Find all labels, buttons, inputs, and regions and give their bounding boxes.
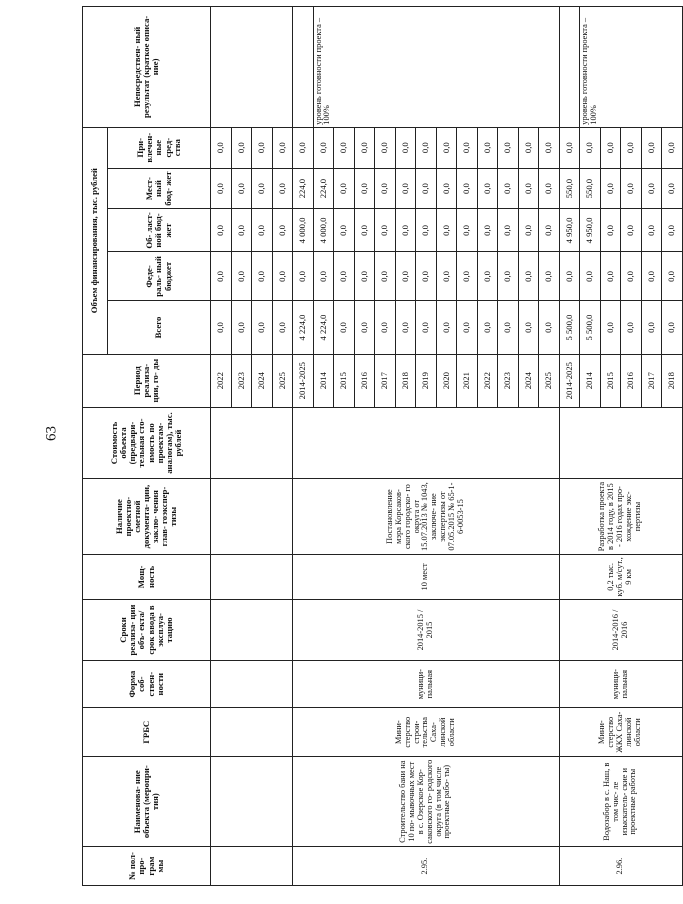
rotated-table-wrapper (82, 6, 677, 886)
federal-cell: 0,0 (539, 252, 560, 301)
header-design-docs: Наличие проектно- сметной документа- ции, заклю- чения глав- гоэкспер- тизы (83, 479, 211, 555)
federal-cell: 0,0 (375, 252, 396, 301)
federal-cell: 0,0 (498, 252, 519, 301)
attracted-cell: 0,0 (498, 127, 519, 168)
total-cell: 0,0 (272, 301, 293, 354)
period-cell: 2025 (539, 354, 560, 407)
header-regional: Об- ласт- ной бюд- жет (108, 209, 211, 252)
attracted-cell: 0,0 (539, 127, 560, 168)
header-cost: Стоимость объекта (предвари- тельная сто- имость по проектам- аналогам), тыс. рублей (83, 407, 211, 479)
local-cell: 0,0 (354, 168, 375, 209)
regional-cell: 0,0 (498, 209, 519, 252)
project-capacity-cell: 10 мест (293, 554, 560, 599)
table-row (293, 7, 314, 886)
attracted-cell: 0,0 (252, 127, 273, 168)
total-cell: 4 224,0 (313, 301, 334, 354)
local-cell: 0,0 (662, 168, 683, 209)
attracted-cell: 0,0 (293, 127, 314, 168)
period-cell: 2016 (354, 354, 375, 407)
federal-cell: 0,0 (211, 252, 232, 301)
period-cell: 2015 (334, 354, 355, 407)
attracted-cell: 0,0 (416, 127, 437, 168)
total-cell: 0,0 (252, 301, 273, 354)
local-cell: 0,0 (600, 168, 621, 209)
regional-cell: 0,0 (211, 209, 232, 252)
attracted-cell: 0,0 (457, 127, 478, 168)
local-cell: 0,0 (641, 168, 662, 209)
project-docs-cell: Постановление мэра Корсаков- ского городско- го округа от 15.07.2013 № 1043, заключе- ние экспертизы от 07.05.2015 № 65-1-6-0053-15 (293, 479, 560, 555)
regional-cell: 0,0 (252, 209, 273, 252)
local-cell: 550,0 (580, 168, 601, 209)
header-grbs: ГРБС (83, 708, 211, 757)
prev-project-cost-cell (211, 407, 293, 479)
local-cell: 0,0 (395, 168, 416, 209)
federal-cell: 0,0 (477, 252, 498, 301)
federal-cell: 0,0 (416, 252, 437, 301)
prev-project-result-cell (211, 7, 293, 128)
attracted-cell: 0,0 (621, 127, 642, 168)
local-cell: 0,0 (477, 168, 498, 209)
regional-cell: 0,0 (457, 209, 478, 252)
federal-cell: 0,0 (580, 252, 601, 301)
total-cell: 0,0 (600, 301, 621, 354)
header-total: Всего (108, 301, 211, 354)
attracted-cell: 0,0 (272, 127, 293, 168)
attracted-cell: 0,0 (600, 127, 621, 168)
attracted-cell: 0,0 (518, 127, 539, 168)
period-cell: 2017 (641, 354, 662, 407)
project-name-cell: Водозабор в с. Наш, в том чис- ле изыскатель- ские и проектные работы (559, 757, 682, 847)
attracted-cell: 0,0 (231, 127, 252, 168)
total-cell: 0,0 (621, 301, 642, 354)
federal-cell: 0,0 (457, 252, 478, 301)
local-cell: 0,0 (272, 168, 293, 209)
regional-cell: 4 950,0 (580, 209, 601, 252)
project-name-cell: Строительство бани на 10 по- мывочных мест в с. Озерское Кор- саковского го- родского округа (в том числе проектные рабо- ты) (293, 757, 560, 847)
empty-result-cell (559, 7, 580, 128)
attracted-cell: 0,0 (477, 127, 498, 168)
period-cell: 2014 (313, 354, 334, 407)
local-cell: 550,0 (559, 168, 580, 209)
period-cell: 2014 (580, 354, 601, 407)
federal-cell: 0,0 (518, 252, 539, 301)
local-cell: 0,0 (231, 168, 252, 209)
financing-table (82, 6, 683, 886)
project-cost-cell (293, 407, 560, 479)
federal-cell: 0,0 (621, 252, 642, 301)
period-cell: 2016 (621, 354, 642, 407)
federal-cell: 0,0 (334, 252, 355, 301)
local-cell: 224,0 (313, 168, 334, 209)
project-ownership-cell: муници- пальная (559, 661, 682, 708)
period-cell: 2023 (498, 354, 519, 407)
projects-body (293, 7, 683, 886)
project-cost-cell (559, 407, 682, 479)
project-docs-cell: Разработка проекта в 2014 году, в 2015 - 2016 годах про- хождение экс- пертизы (559, 479, 682, 555)
local-cell: 0,0 (252, 168, 273, 209)
period-cell: 2020 (436, 354, 457, 407)
regional-cell: 4 950,0 (559, 209, 580, 252)
period-cell: 2018 (662, 354, 683, 407)
header-attracted: При- влечен- ные сред- ства (108, 127, 211, 168)
period-cell: 2024 (252, 354, 273, 407)
period-cell: 2023 (231, 354, 252, 407)
period-cell: 2021 (457, 354, 478, 407)
federal-cell: 0,0 (272, 252, 293, 301)
regional-cell: 0,0 (231, 209, 252, 252)
attracted-cell: 0,0 (395, 127, 416, 168)
regional-cell: 0,0 (272, 209, 293, 252)
regional-cell: 0,0 (621, 209, 642, 252)
local-cell: 0,0 (334, 168, 355, 209)
total-cell: 0,0 (354, 301, 375, 354)
local-cell: 0,0 (518, 168, 539, 209)
header-local: Мест- ный бюд- жет (108, 168, 211, 209)
period-cell: 2022 (211, 354, 232, 407)
regional-cell: 0,0 (395, 209, 416, 252)
period-cell: 2015 (600, 354, 621, 407)
period-cell: 2017 (375, 354, 396, 407)
total-cell: 0,0 (539, 301, 560, 354)
header-federal: Феде- раль- ный бюджет (108, 252, 211, 301)
regional-cell: 0,0 (641, 209, 662, 252)
project-grbs-cell: Мини- стерство ЖКХ Саха- линской области (559, 708, 682, 757)
header-capacity: Мощ- ность (83, 554, 211, 599)
project-result-cell: уровень готовности проекта – 100% (580, 7, 683, 128)
project-grbs-cell: Мини- стерство строи- тельства Саха- линской области (293, 708, 560, 757)
federal-cell: 0,0 (252, 252, 273, 301)
regional-cell: 4 000,0 (313, 209, 334, 252)
header-name: Наименова- ние объекта (меропри- тия) (83, 757, 211, 847)
header-period: Период реализа- ции, го- ды (83, 354, 211, 407)
project-num-cell: 2.95. (293, 847, 560, 886)
empty-result-cell (293, 7, 314, 128)
total-cell: 5 500,0 (559, 301, 580, 354)
regional-cell: 0,0 (662, 209, 683, 252)
prev-project-grbs-cell (211, 708, 293, 757)
project-terms-cell: 2014-2016 / 2016 (559, 599, 682, 660)
attracted-cell: 0,0 (662, 127, 683, 168)
total-cell: 0,0 (375, 301, 396, 354)
table-row (211, 7, 232, 886)
total-cell: 0,0 (395, 301, 416, 354)
local-cell: 0,0 (539, 168, 560, 209)
prev-project-ownership-cell (211, 661, 293, 708)
total-cell: 0,0 (231, 301, 252, 354)
regional-cell: 0,0 (436, 209, 457, 252)
federal-cell: 0,0 (231, 252, 252, 301)
total-cell: 0,0 (334, 301, 355, 354)
attracted-cell: 0,0 (580, 127, 601, 168)
period-cell: 2022 (477, 354, 498, 407)
prev-project-capacity-cell (211, 554, 293, 599)
header-funding-group: Объем финансирования, тыс. рублей (83, 127, 108, 354)
attracted-cell: 0,0 (334, 127, 355, 168)
period-cell: 2014-2025 (559, 354, 580, 407)
attracted-cell: 0,0 (211, 127, 232, 168)
prev-project-terms-cell (211, 599, 293, 660)
total-cell: 0,0 (416, 301, 437, 354)
local-cell: 0,0 (498, 168, 519, 209)
project-result-cell: уровень готовности проекта – 100% (313, 7, 559, 128)
regional-cell: 4 000,0 (293, 209, 314, 252)
header-row-1 (83, 7, 108, 886)
regional-cell: 0,0 (600, 209, 621, 252)
regional-cell: 0,0 (375, 209, 396, 252)
attracted-cell: 0,0 (641, 127, 662, 168)
local-cell: 0,0 (621, 168, 642, 209)
total-cell: 4 224,0 (293, 301, 314, 354)
project-terms-cell: 2014-2015 / 2015 (293, 599, 560, 660)
prev-project-name-cell (211, 757, 293, 847)
federal-cell: 0,0 (600, 252, 621, 301)
period-cell: 2024 (518, 354, 539, 407)
period-cell: 2018 (395, 354, 416, 407)
total-cell: 0,0 (641, 301, 662, 354)
federal-cell: 0,0 (395, 252, 416, 301)
prev-project-docs-cell (211, 479, 293, 555)
federal-cell: 0,0 (293, 252, 314, 301)
project-ownership-cell: муници- пальная (293, 661, 560, 708)
table-row (559, 7, 580, 886)
header-result: Непосредствен- ный результат (краткое описа- ние) (83, 7, 211, 128)
regional-cell: 0,0 (477, 209, 498, 252)
total-cell: 0,0 (457, 301, 478, 354)
project-capacity-cell: 0,2 тыс. куб. м/сут., 9 км (559, 554, 682, 599)
header-terms: Сроки реализа- ции объ- екта/срок ввода в эксплуа- тацию (83, 599, 211, 660)
federal-cell: 0,0 (641, 252, 662, 301)
federal-cell: 0,0 (436, 252, 457, 301)
period-cell: 2014-2025 (293, 354, 314, 407)
regional-cell: 0,0 (416, 209, 437, 252)
period-cell: 2025 (272, 354, 293, 407)
federal-cell: 0,0 (662, 252, 683, 301)
local-cell: 0,0 (375, 168, 396, 209)
regional-cell: 0,0 (518, 209, 539, 252)
header-num: № пол- про- грам мы (83, 847, 211, 886)
local-cell: 224,0 (293, 168, 314, 209)
total-cell: 5 500,0 (580, 301, 601, 354)
local-cell: 0,0 (457, 168, 478, 209)
local-cell: 0,0 (436, 168, 457, 209)
total-cell: 0,0 (662, 301, 683, 354)
period-cell: 2019 (416, 354, 437, 407)
attracted-cell: 0,0 (559, 127, 580, 168)
total-cell: 0,0 (436, 301, 457, 354)
project-num-cell: 2.96. (559, 847, 682, 886)
attracted-cell: 0,0 (375, 127, 396, 168)
header-ownership: Форма соб- ствен- ности (83, 661, 211, 708)
page-number: 63 (43, 426, 60, 441)
regional-cell: 0,0 (334, 209, 355, 252)
prev-project-num-cell (211, 847, 293, 886)
regional-cell: 0,0 (539, 209, 560, 252)
regional-cell: 0,0 (354, 209, 375, 252)
local-cell: 0,0 (211, 168, 232, 209)
total-cell: 0,0 (518, 301, 539, 354)
attracted-cell: 0,0 (354, 127, 375, 168)
total-cell: 0,0 (211, 301, 232, 354)
attracted-cell: 0,0 (436, 127, 457, 168)
local-cell: 0,0 (416, 168, 437, 209)
total-cell: 0,0 (498, 301, 519, 354)
federal-cell: 0,0 (559, 252, 580, 301)
federal-cell: 0,0 (354, 252, 375, 301)
federal-cell: 0,0 (313, 252, 334, 301)
total-cell: 0,0 (477, 301, 498, 354)
attracted-cell: 0,0 (313, 127, 334, 168)
